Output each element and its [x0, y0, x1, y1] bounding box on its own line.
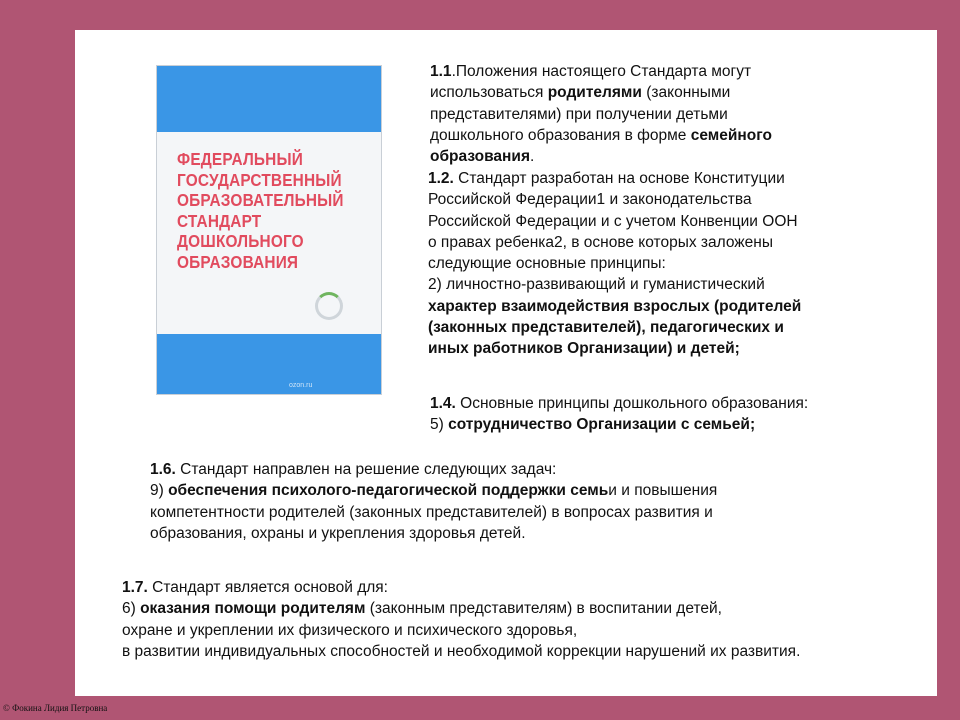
text-line [430, 61, 772, 82]
text-line [428, 274, 801, 295]
text-segment: образования, охраны и укрепления здоровья детей. [150, 524, 526, 542]
cover-title-line: ОБРАЗОВАНИЯ [177, 251, 299, 272]
cover-title [177, 149, 349, 272]
text-line [428, 211, 801, 232]
text-segment: в развитии индивидуальных способностей и необходимой коррекции нарушений их развития. [122, 642, 801, 660]
text-line [428, 253, 801, 274]
text-line [122, 641, 800, 662]
cover-watermark: ozon.ru [289, 382, 313, 389]
section-1-4 [430, 393, 808, 436]
bold-text: иных работников Организации) и детей; [428, 340, 740, 358]
bold-text: 1.7. [122, 579, 148, 596]
bold-text: обеспечения психолого-педагогической поддержки семь [168, 482, 609, 500]
cover-title-line: СТАНДАРТ [177, 210, 262, 231]
copyright-notice: © Фокина Лидия Петровна [3, 703, 108, 713]
text-segment: следующие основные принципы: [428, 255, 666, 273]
bold-text: (законных представителей), педагогических и [428, 319, 784, 337]
text-line [430, 414, 808, 435]
section-1-2 [428, 168, 801, 360]
cover-title-line: ДОШКОЛЬНОГО [177, 231, 304, 251]
text-segment: компетентности родителей (законных представителей) в вопросах развития и [150, 503, 713, 521]
bold-text: 1.4. [430, 395, 456, 412]
cover-title-line: ГОСУДАРСТВЕННЫЙ [177, 169, 342, 190]
text-segment: использоваться [430, 84, 548, 102]
text-segment: .Положения настоящего Стандарта могут [451, 63, 752, 80]
text-segment: Стандарт является основой для: [147, 579, 388, 596]
bold-text: 1.2. [428, 170, 454, 187]
text-segment: 2) личностно-развивающий и гуманистический [428, 276, 765, 294]
text-segment: Стандарт разработан на основе Конституции [453, 170, 785, 187]
text-line [122, 620, 800, 641]
text-segment: дошкольного образования в форме [430, 126, 691, 144]
text-line [428, 189, 801, 210]
bold-text: семейного [690, 126, 772, 144]
bold-text: 1.1 [430, 63, 452, 80]
text-segment: Стандарт направлен на решение следующих задач: [175, 461, 557, 478]
text-line [150, 480, 717, 501]
section-1-1 [430, 61, 772, 167]
bold-text: 1.6. [150, 461, 176, 478]
section-1-6 [150, 459, 717, 544]
text-segment: 5) [430, 416, 449, 434]
text-segment: (законными [641, 84, 731, 102]
text-segment: и и повышения [608, 482, 718, 500]
text-line [430, 125, 772, 146]
text-line [430, 393, 808, 414]
text-segment: представителями) при получении детьми [430, 105, 728, 123]
cover-bottom-band [157, 334, 381, 394]
text-line [430, 82, 772, 103]
bold-text: характер взаимодействия взрослых (родителей [428, 297, 802, 315]
bold-text: сотрудничество Организации с семьей; [448, 416, 756, 434]
text-line [428, 168, 801, 189]
text-line [430, 146, 772, 167]
text-line [428, 232, 801, 253]
text-line [428, 338, 801, 359]
cover-emblem-icon [315, 292, 343, 320]
cover-top-band [157, 66, 381, 132]
bold-text: родителями [547, 84, 642, 102]
text-line [428, 296, 801, 317]
cover-title-line: ОБРАЗОВАТЕЛЬНЫЙ [177, 190, 344, 210]
text-segment: охране и укреплении их физического и психического здоровья, [122, 621, 578, 639]
text-line [150, 523, 717, 544]
text-line [150, 459, 717, 480]
text-segment: 9) [150, 482, 169, 500]
text-segment: (законным представителям) в воспитании детей, [365, 600, 722, 618]
text-line [428, 317, 801, 338]
text-line [430, 104, 772, 125]
bold-text: образования [430, 148, 530, 166]
cover-title-line: ФЕДЕРАЛЬНЫЙ [177, 149, 303, 169]
text-segment: Российской Федерации и с учетом Конвенции ООН [428, 212, 798, 230]
book-cover-image [156, 65, 382, 395]
text-segment: о правах ребенка2, в основе которых заложены [428, 233, 773, 251]
section-1-7 [122, 577, 800, 662]
text-segment: Российской Федерации1 и законодательства [428, 191, 752, 209]
text-line [122, 598, 800, 619]
text-line [150, 502, 717, 523]
text-segment: 6) [122, 600, 141, 618]
text-segment: . [530, 148, 535, 166]
text-line [122, 577, 800, 598]
bold-text: оказания помощи родителям [140, 600, 366, 618]
text-segment: Основные принципы дошкольного образования: [455, 395, 809, 412]
